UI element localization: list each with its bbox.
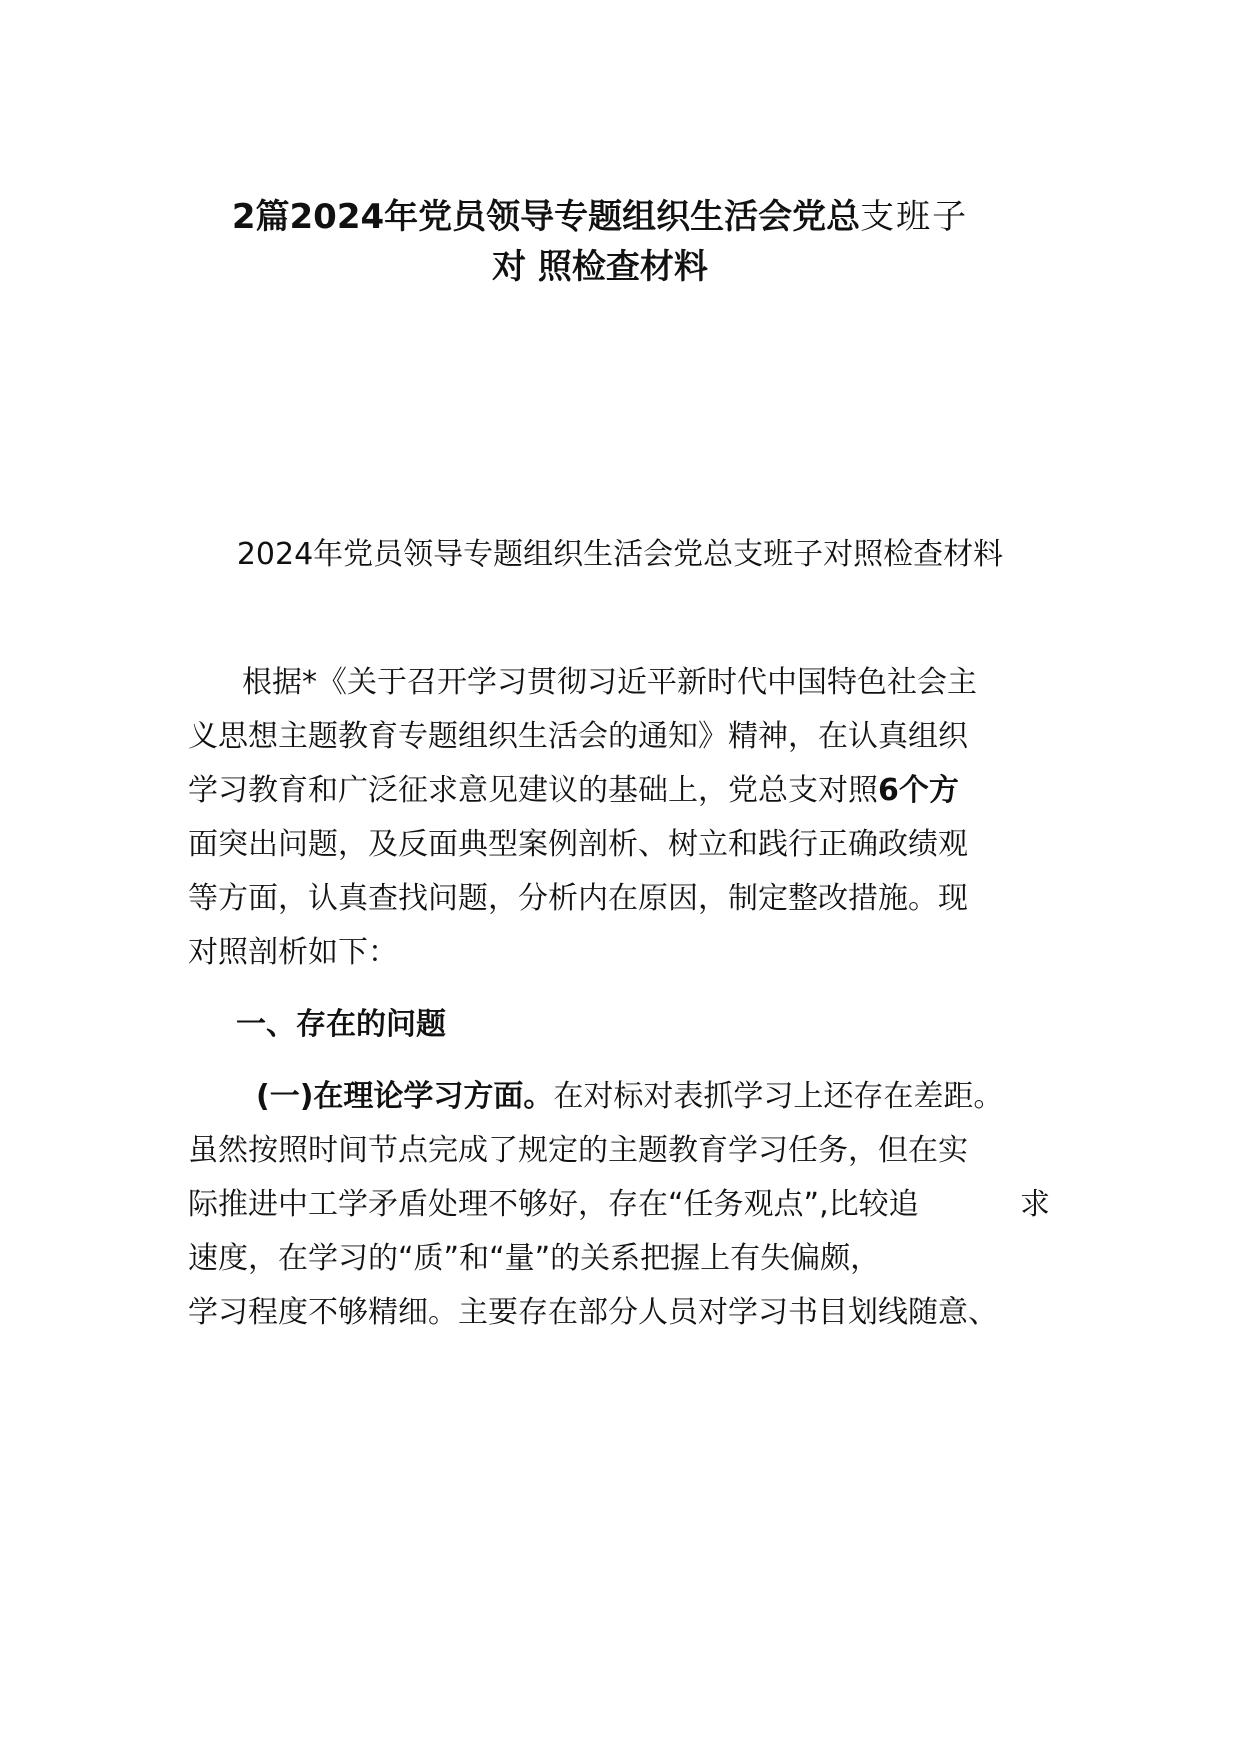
para1-line3-text: 学习教育和广泛征求意见建议的基础上，党总支对照: [188, 773, 878, 808]
para1-line6: 对照剖析如下：: [188, 935, 398, 970]
para2-lead-rest: 在对标对表抓学习上还存在差距。: [553, 1079, 1004, 1114]
para1-line5: 等方面，认真查找问题，分析内在原因，制定整改措施。现: [188, 881, 968, 916]
para1-line3-bold: 6个方: [878, 773, 959, 808]
para1-line2: 义思想主题教育专题组织生活会的通知》精神，在认真组织: [188, 719, 968, 754]
title-line1-bold: 2篇2024年党员领导专题组织生活会党总: [231, 197, 861, 237]
document-title-line2: 对 照检查材料: [492, 247, 708, 287]
para2-line3: 际推进中工学矛盾处理不够好，存在“任务观点”,比较追: [188, 1187, 919, 1222]
para1-line4: 面突出问题，及反面典型案例剖析、树立和践行正确政绩观: [188, 827, 968, 862]
para2-line5: 学习程度不够精细。主要存在部分人员对学习书目划线随意、: [188, 1295, 998, 1330]
para1-line3: [188, 766, 959, 816]
para2-line1: [256, 1072, 1003, 1122]
section-heading: 一、存在的问题: [236, 1007, 446, 1042]
document-subtitle: 2024年党员领导专题组织生活会党总支班子对照检查材料: [236, 537, 1004, 572]
para1-line1: 根据*《关于召开学习贯彻习近平新时代中国特色社会主: [242, 665, 977, 700]
para2-line4: 速度，在学习的“质”和“量”的关系把握上有失偏颇，: [188, 1241, 881, 1276]
document-title: [150, 190, 1050, 244]
title-line1-light: 支班子: [860, 197, 969, 237]
para2-lead-bold: (一)在理论学习方面。: [256, 1079, 554, 1114]
para2-line2: 虽然按照时间节点完成了规定的主题教育学习任务，但在实: [188, 1133, 968, 1168]
para2-line3-trailing: 求: [1020, 1187, 1050, 1222]
